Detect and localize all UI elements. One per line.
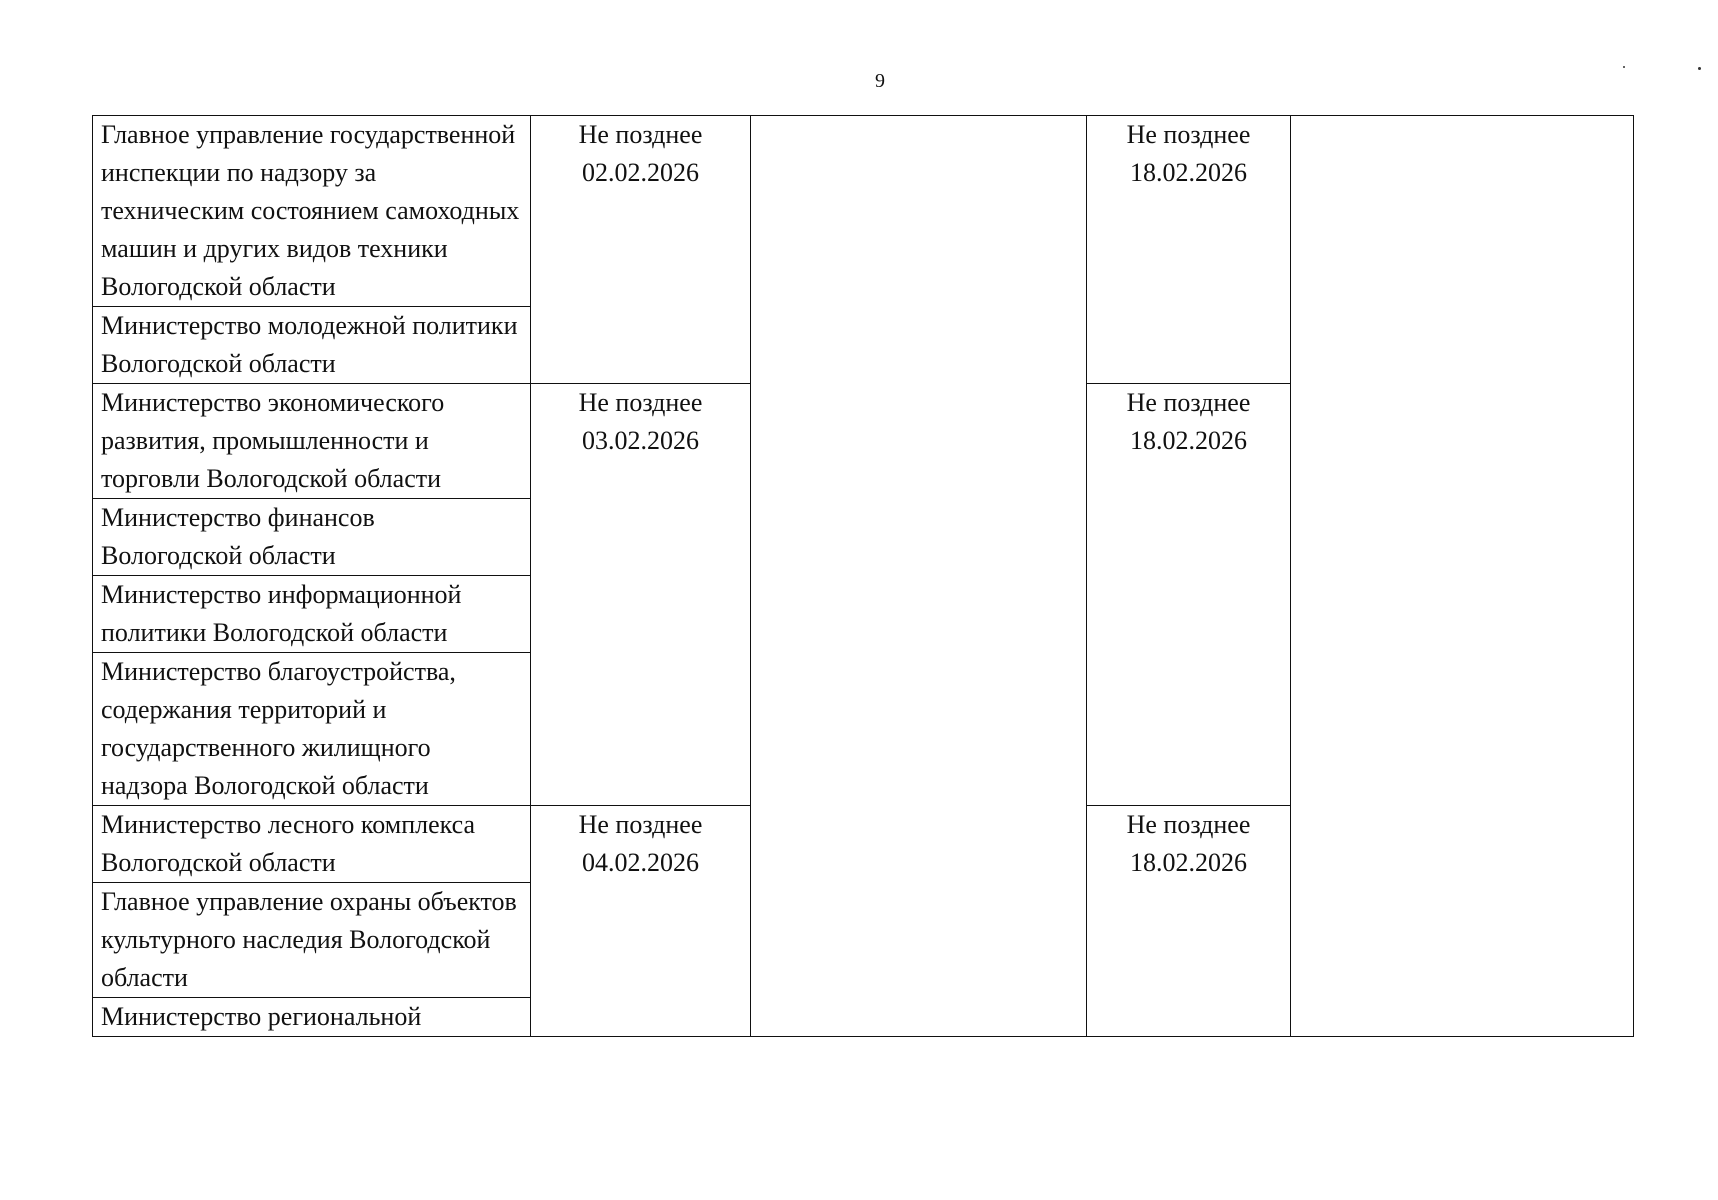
organization-cell: Министерство региональной	[93, 998, 531, 1037]
empty-column-cell	[1291, 116, 1634, 1037]
organization-cell: Главное управление государственной инспекции по надзору за техническим состоянием самоходных машин и других видов техники Вологодской области	[93, 116, 531, 307]
organization-cell: Главное управление охраны объектов культурного наследия Вологодской области	[93, 883, 531, 998]
organization-cell: Министерство экономического развития, промышленности и торговли Вологодской области	[93, 384, 531, 499]
deadline-label: Не позднее	[1126, 810, 1251, 839]
deadline-cell	[531, 116, 751, 384]
deadline-cell	[531, 384, 751, 806]
organization-cell: Министерство финансов Вологодской области	[93, 499, 531, 576]
deadline-date: 18.02.2026	[1130, 158, 1247, 187]
deadline-label: Не позднее	[1126, 120, 1251, 149]
organization-cell: Министерство благоустройства, содержания территорий и государственного жилищного надзора Вологодской области	[93, 653, 531, 806]
deadline-cell	[1087, 806, 1291, 1037]
organization-cell: Министерство молодежной политики Вологодской области	[93, 307, 531, 384]
scan-artifact-dot	[1698, 67, 1701, 70]
scan-artifact-dot	[1623, 66, 1625, 68]
organization-cell: Министерство информационной политики Вологодской области	[93, 576, 531, 653]
deadline-date: 02.02.2026	[582, 158, 699, 187]
empty-column-cell	[751, 116, 1087, 1037]
organization-cell: Министерство лесного комплекса Вологодской области	[93, 806, 531, 883]
deadline-date: 03.02.2026	[582, 426, 699, 455]
deadline-label: Не позднее	[1126, 388, 1251, 417]
deadline-label: Не позднее	[578, 810, 703, 839]
deadline-table	[92, 115, 1634, 1037]
deadline-cell	[1087, 116, 1291, 384]
page-number: 9	[875, 70, 885, 92]
deadline-label: Не позднее	[578, 388, 703, 417]
deadline-date: 18.02.2026	[1130, 426, 1247, 455]
deadline-date: 04.02.2026	[582, 848, 699, 877]
deadline-date: 18.02.2026	[1130, 848, 1247, 877]
deadline-cell	[1087, 384, 1291, 806]
deadline-cell	[531, 806, 751, 1037]
table-row	[93, 116, 1634, 307]
deadline-label: Не позднее	[578, 120, 703, 149]
